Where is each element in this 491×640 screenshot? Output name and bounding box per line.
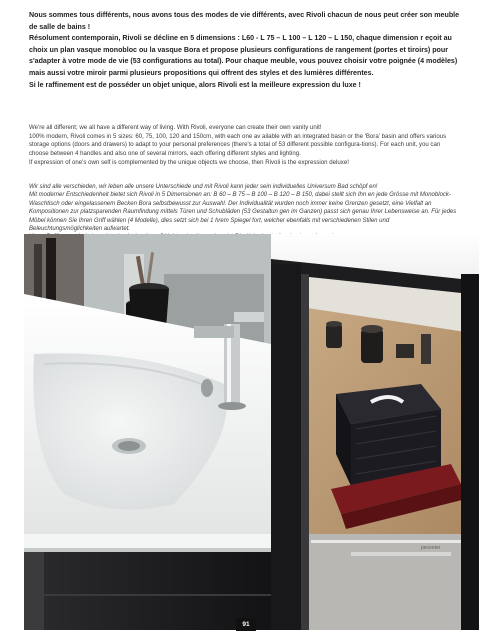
drawer-brand-label: peceeter [421,545,441,551]
german-paragraph-2: Mit moderner Entschiedenheit bietet sich Rivoli in 5 Dimensionen an: B 60 – B 75 – B 100 – B 120 – B 150, dabei stellt sich Ihn en jede Grösse mit Monoblock-Waschtisch oder eingelassenem Becken Bora selbstbewusst zur Auswahl. Der Individualität wurden noch immer keine Grenzen gesetzt, eine Vielfalt an Kompositionen zur platzsparenden Raumfindung mittels Türen und Schubläden (53 Gestaltun gen im Ganzen) passt sich genau Ihrer Lebensweise an. Für jedes Möbel können Sie Ihren Griff wählen (4 Modelle), dies setzt sich bei 1 hrem Spiegel fort, welcher ebenfalls mit verschiedenen Stilen und Beleuchtungsmöglichkeiten aufwartet. [29,192,457,233]
french-intro [29,10,461,91]
drawer-photo [271,234,479,630]
german-paragraph-1: Wir sind alle verschieden, wir leben alle unsere Unterschiede und mit Rivoli kann jeder sein individuelles Universum Bad schöpf en! [29,184,378,190]
english-paragraph-1: We're all different; we all have a different way of living. With Rivoli, everyone can create their own vanity unit! [29,124,322,131]
french-paragraph-2: Résolument contemporain, Rivoli se décline en 5 dimensions : L60 - L 75 – L 100 – L 120 – L 150, chaque dimension r eçoit au choix un plan vasque monobloc ou la vasque Bora et propose plusieurs configurations de rangement (portes et tiroirs) pour s'adapter à votre mode de vie (53 configurations au total). Pour chaque meuble, vous pouvez choisir votre poignée (4 modèles) mais aussi votre miroir parmi plusieurs propositions qui offrent des styles et des lumières différentes. [29,34,458,77]
english-intro [29,124,461,168]
drawer-illustration [271,234,479,630]
french-paragraph-3: Si le raffinement est de posséder un objet unique, alors Rivoli est la meilleure expression du luxe ! [29,80,361,89]
english-paragraph-3: If expression of one's own self is complemented by the unique objects we choose, then Rivoli is the expression deluxe! [29,158,349,166]
vanity-photo [24,234,271,630]
page-number: 91 [236,618,256,631]
vanity-illustration [24,234,271,630]
french-paragraph-1: Nous sommes tous différents, nous avons tous des modes de vie différents, avec Rivoli chacun de nous peut créer son meuble de salle de bains ! [29,11,460,31]
english-paragraph-2: 100% modern, Rivoli comes in 5 sizes: 60, 75, 100, 120 and 150cm, with each one av ailable with an integrated basin or the 'Bora' basin and offers various storage options (doors and drawers) to adapt to your personal preferences (there's a total of 53 different possible configura-tions). For each unit, you can choose between 4 handles and also one of several mirrors, each offering different styles and lighting. [29,132,447,158]
